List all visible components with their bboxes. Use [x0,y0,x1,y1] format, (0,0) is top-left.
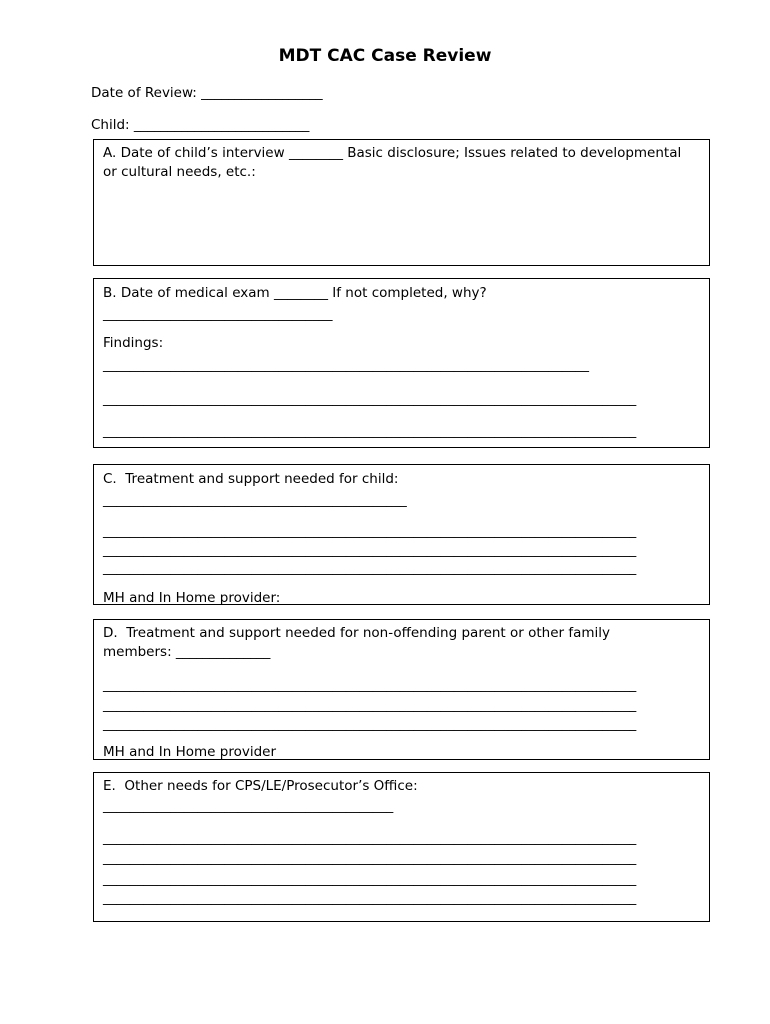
section-c-blank[interactable]: _______________________________________________________________________________ [103,542,637,558]
section-e-blank[interactable]: ___________________________________________ [103,798,394,814]
section-d-heading: D. Treatment and support needed for non-offending parent or other family [103,625,611,641]
section-d-box [93,619,710,760]
section-b-findings-blank[interactable]: _______________________________________________________________________________ [103,423,637,439]
section-a-box [93,139,710,266]
section-a-needs-line: or cultural needs, etc.: [103,164,256,180]
section-b-findings-blank[interactable]: ________________________________________________________________________ [103,357,589,373]
section-d-blank[interactable]: _______________________________________________________________________________ [103,697,637,713]
section-a-interview-line[interactable]: A. Date of child’s interview ________ Basic disclosure; Issues related to developmental [103,145,682,161]
section-c-provider-label: MH and In Home provider: [103,590,281,605]
section-c-blank[interactable]: _____________________________________________ [103,492,407,508]
section-d-provider-label: MH and In Home provider [103,744,277,760]
section-c-heading: C. Treatment and support needed for child: [103,471,399,487]
section-d-blank[interactable]: _______________________________________________________________________________ [103,716,637,732]
section-e-blank[interactable]: _______________________________________________________________________________ [103,871,637,887]
section-c-blank[interactable]: _______________________________________________________________________________ [103,523,637,539]
section-e-box [93,772,710,922]
section-b-box [93,278,710,448]
section-e-blank[interactable]: _______________________________________________________________________________ [103,830,637,846]
section-e-heading: E. Other needs for CPS/LE/Prosecutor’s Office: [103,778,418,794]
section-d-blank[interactable]: _______________________________________________________________________________ [103,677,637,693]
section-d-members-field[interactable]: members: ______________ [103,644,271,660]
section-c-blank[interactable]: _______________________________________________________________________________ [103,560,637,576]
section-e-blank[interactable]: _______________________________________________________________________________ [103,890,637,906]
section-b-findings-blank[interactable]: _______________________________________________________________________________ [103,391,637,407]
child-field[interactable]: Child: __________________________ [91,117,310,133]
section-b-medical-exam-line[interactable]: B. Date of medical exam ________ If not completed, why? [103,285,487,301]
section-c-box [93,464,710,605]
date-of-review-field[interactable]: Date of Review: __________________ [91,85,323,101]
section-b-why-blank[interactable]: __________________________________ [103,306,333,322]
section-b-findings-label: Findings: [103,335,164,351]
page-title: MDT CAC Case Review [278,46,492,66]
section-e-blank[interactable]: _______________________________________________________________________________ [103,850,637,866]
